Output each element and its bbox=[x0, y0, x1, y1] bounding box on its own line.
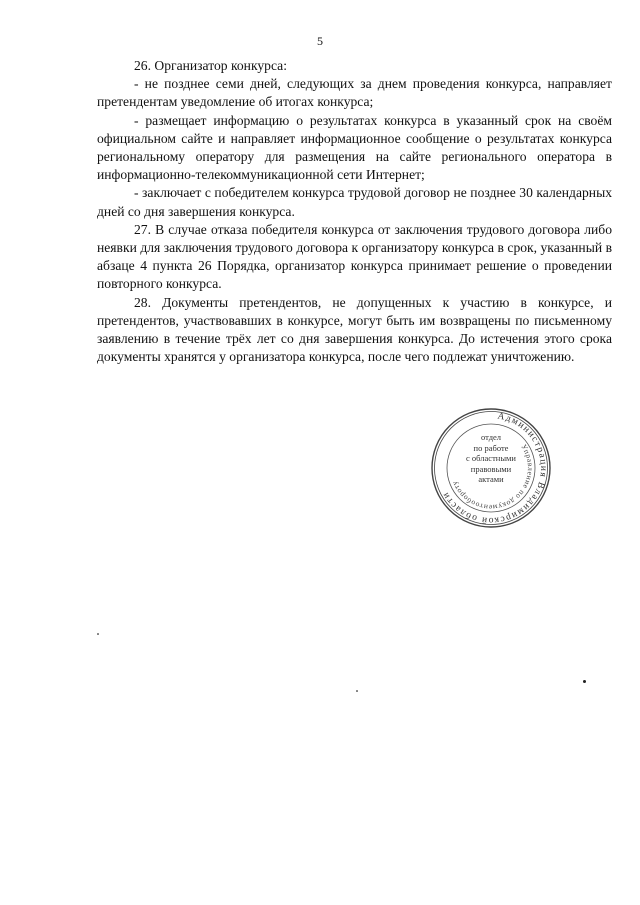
paragraph-26-heading: 26. Организатор конкурса: bbox=[134, 58, 287, 73]
stamp-outer-text: Администрация Владимирской области bbox=[440, 411, 549, 526]
stamp-center-line: с областными bbox=[466, 453, 516, 464]
stamp-center-text bbox=[430, 432, 552, 485]
paragraph-26-item-3: - заключает с победителем конкурса трудовой договор не позднее 30 календарных дней со дня завершения конкурса. bbox=[97, 185, 612, 219]
paragraph-26-item-2: - размещает информацию о результатах конкурса в указанный срок на своём официальном сайте и направляет информационное сообщение о результатах конкурса региональному оператору для размещения на сайте регионального оператора в информационно-телекоммуникационной сети Интернет; bbox=[97, 112, 612, 183]
paragraph-27: 27. В случае отказа победителя конкурса от заключения трудового договора либо неявки для заключения трудового договора к организатору конкурса в срок, указанный в абзаце 4 пункта 26 Порядка, организатор конкурса принимает решение о проведении повторного конкурса. bbox=[97, 221, 612, 292]
document-body bbox=[97, 57, 612, 366]
stamp-center-line: правовыми bbox=[470, 463, 512, 474]
speck-mark bbox=[583, 680, 586, 683]
official-stamp bbox=[430, 407, 552, 529]
speck-mark bbox=[356, 690, 358, 692]
paragraph-28: 28. Документы претендентов, не допущенных к участию в конкурсе, и претендентов, участвовавших в конкурсе, могут быть им возвращены по письменному заявлению в течение трёх лет со дня завершения конкурса. До истечения этого срока документы хранятся у организатора конкурса, после чего подлежат уничтожению. bbox=[97, 294, 612, 365]
paragraph-26-item-1: - не позднее семи дней, следующих за днем проведения конкурса, направляет претендентам уведомление об итогах конкурса; bbox=[97, 76, 612, 110]
stamp-center-line: актами bbox=[478, 474, 504, 485]
stamp-center-line: отдел bbox=[480, 432, 502, 442]
stamp-inner-ring-text: Управление по документообороту bbox=[449, 442, 536, 513]
stamp-center-line: по работе bbox=[473, 442, 509, 453]
speck-mark bbox=[97, 633, 99, 635]
page-number: 5 bbox=[317, 34, 323, 48]
